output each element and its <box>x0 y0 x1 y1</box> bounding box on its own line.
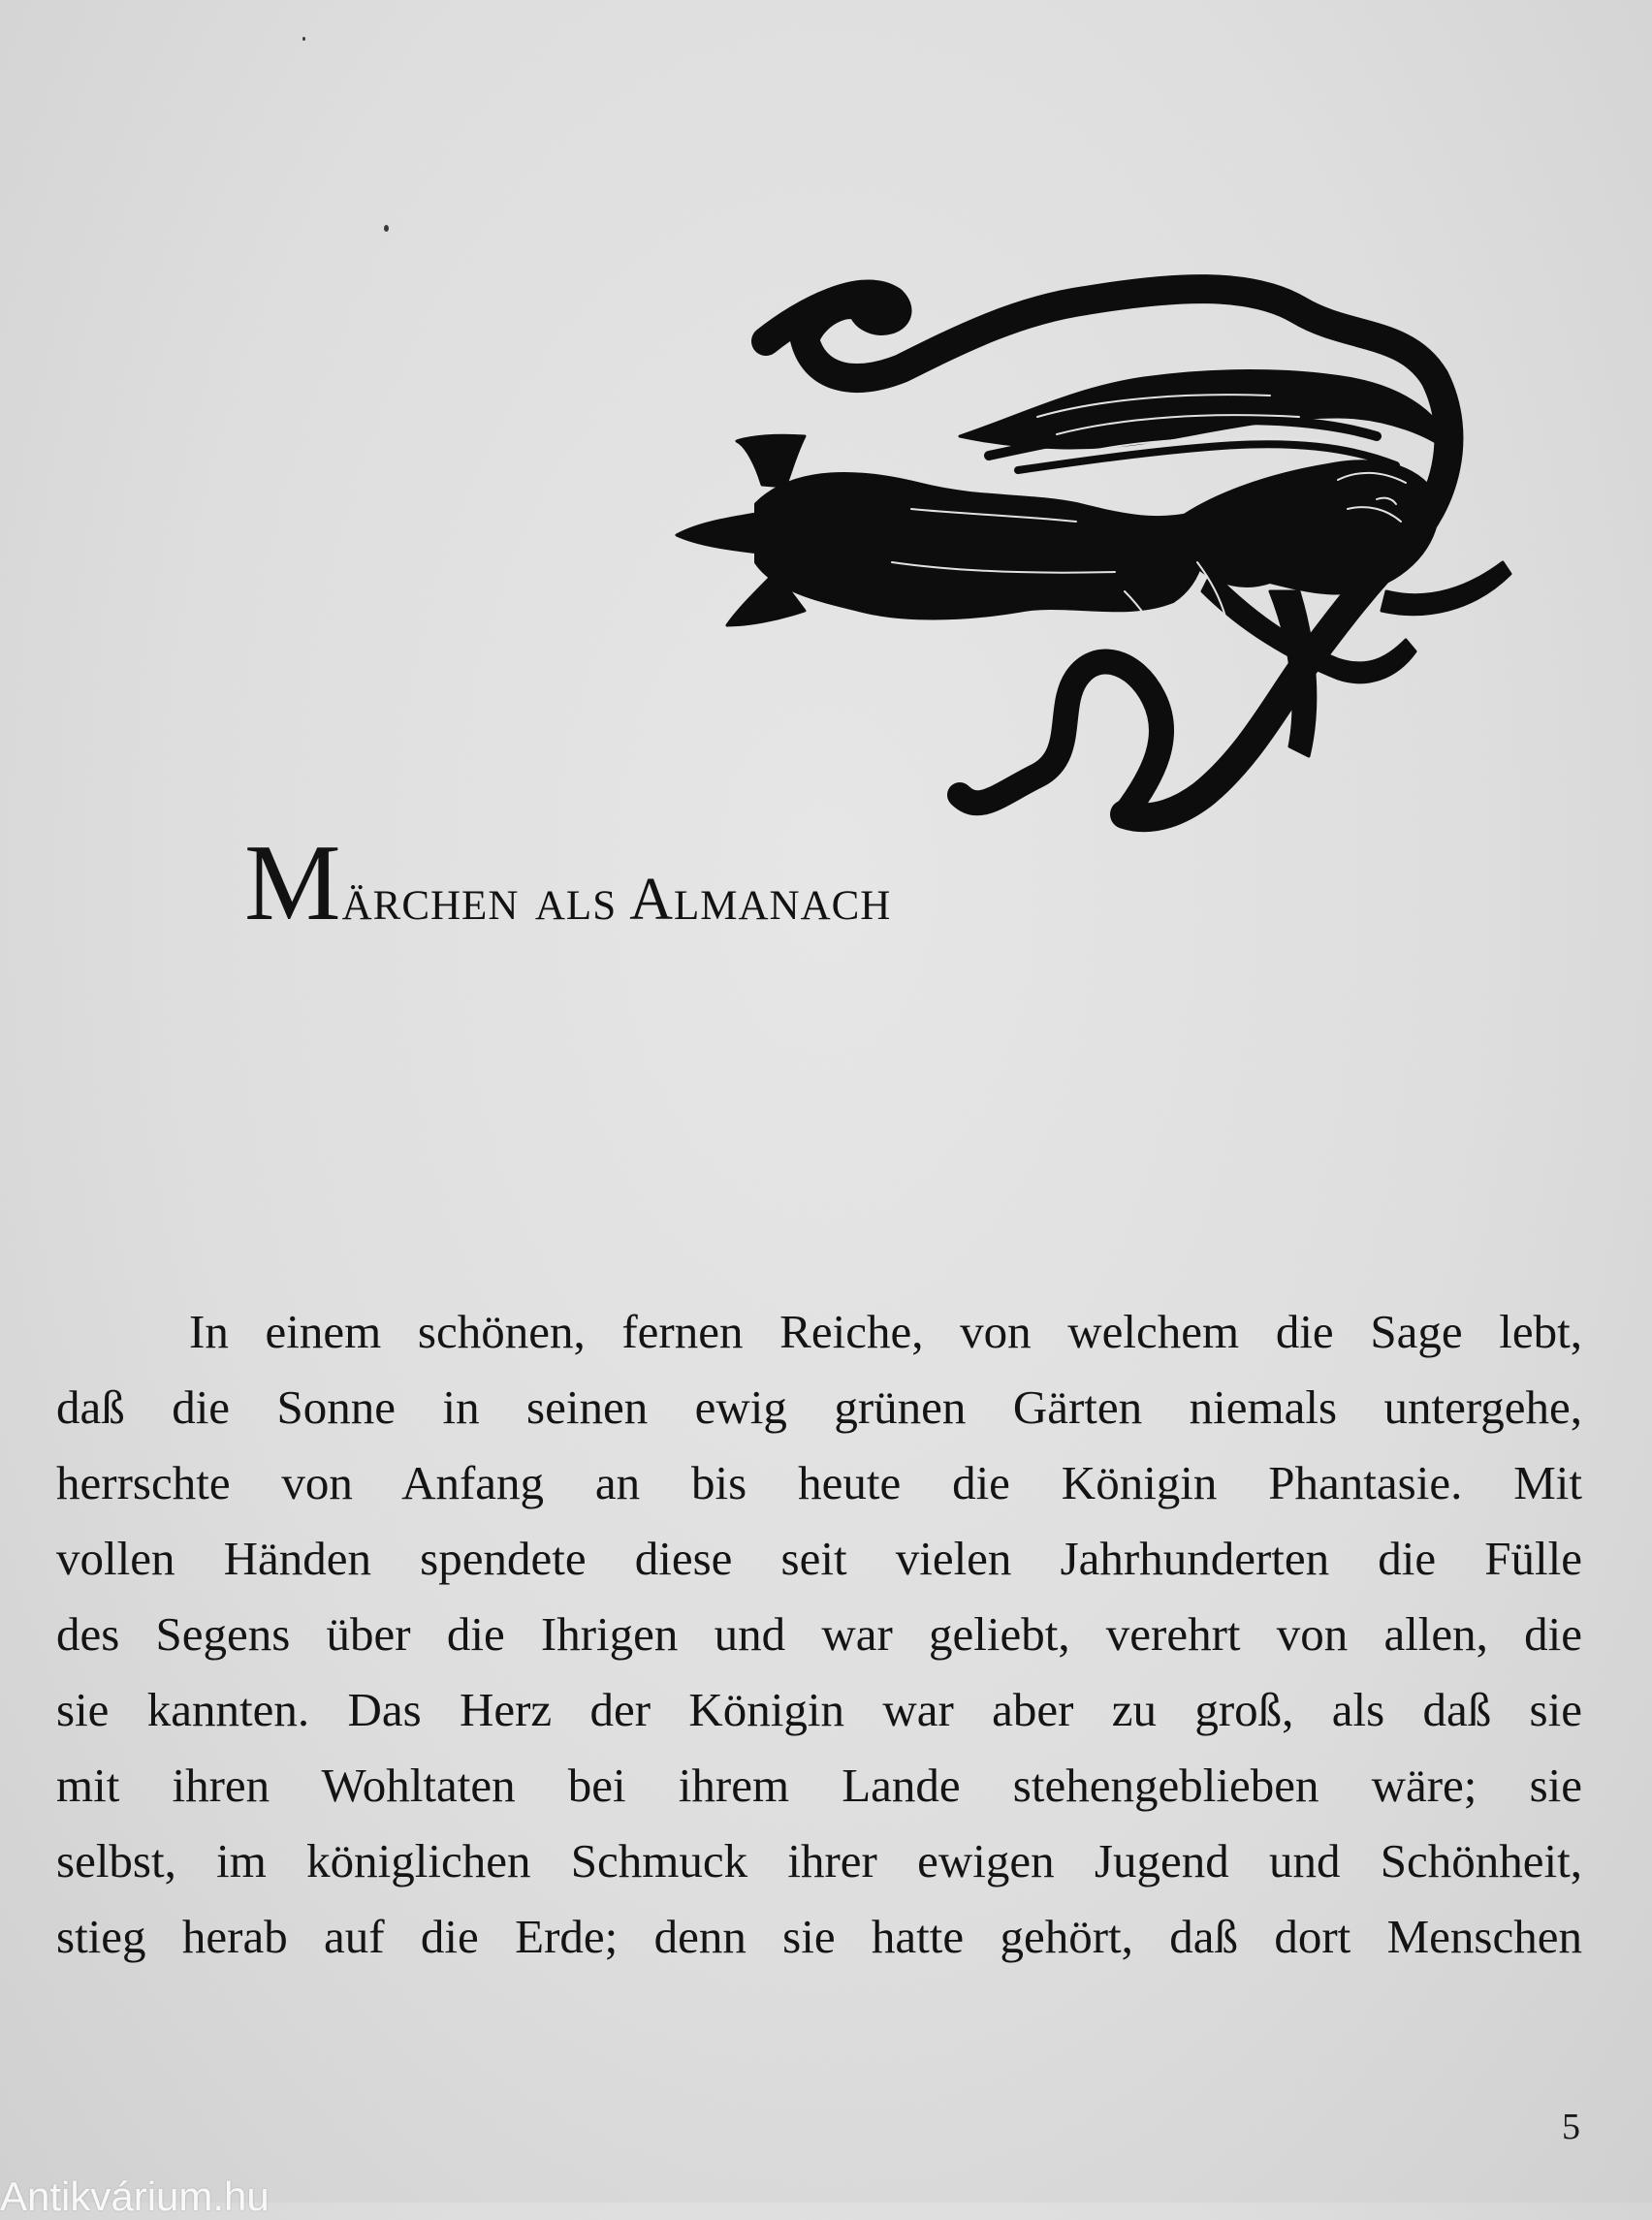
paragraph-line: selbst, im königlichen Schmuck ihrer ewigen Jugend und Schönheit, <box>56 1834 1582 1887</box>
paragraph-line: vollen Händen spendete diese seit vielen Jahrhunderten die Fülle <box>56 1532 1582 1585</box>
body-paragraph <box>56 1294 1582 1975</box>
paragraph-line: daß die Sonne in seinen ewig grünen Gärten niemals untergehe, <box>56 1380 1582 1434</box>
ink-speck <box>384 225 389 232</box>
paragraph-line: sie kannten. Das Herz der Königin war aber zu groß, als daß sie <box>56 1683 1582 1736</box>
paragraph-line: stieg herab auf die Erde; denn sie hatte gehört, daß dort Menschen <box>56 1910 1582 1963</box>
paragraph-line: herrschte von Anfang an bis heute die Königin Phantasie. Mit <box>56 1456 1582 1509</box>
watermark: Antikvárium.hu <box>0 2173 270 2219</box>
ink-speck <box>302 37 305 41</box>
flying-woman-woodcut-icon <box>669 271 1522 834</box>
page-number: 5 <box>1562 2107 1580 2147</box>
paragraph-line: des Segens über die Ihrigen und war geliebt, verehrt von allen, die <box>56 1607 1582 1661</box>
chapter-title: Märchen als Almanach <box>244 823 892 943</box>
paragraph-line: mit ihren Wohltaten bei ihrem Lande stehengeblieben wäre; sie <box>56 1759 1582 1812</box>
paragraph-line: In einem schönen, fernen Reiche, von welchem die Sage lebt, <box>189 1305 1582 1358</box>
